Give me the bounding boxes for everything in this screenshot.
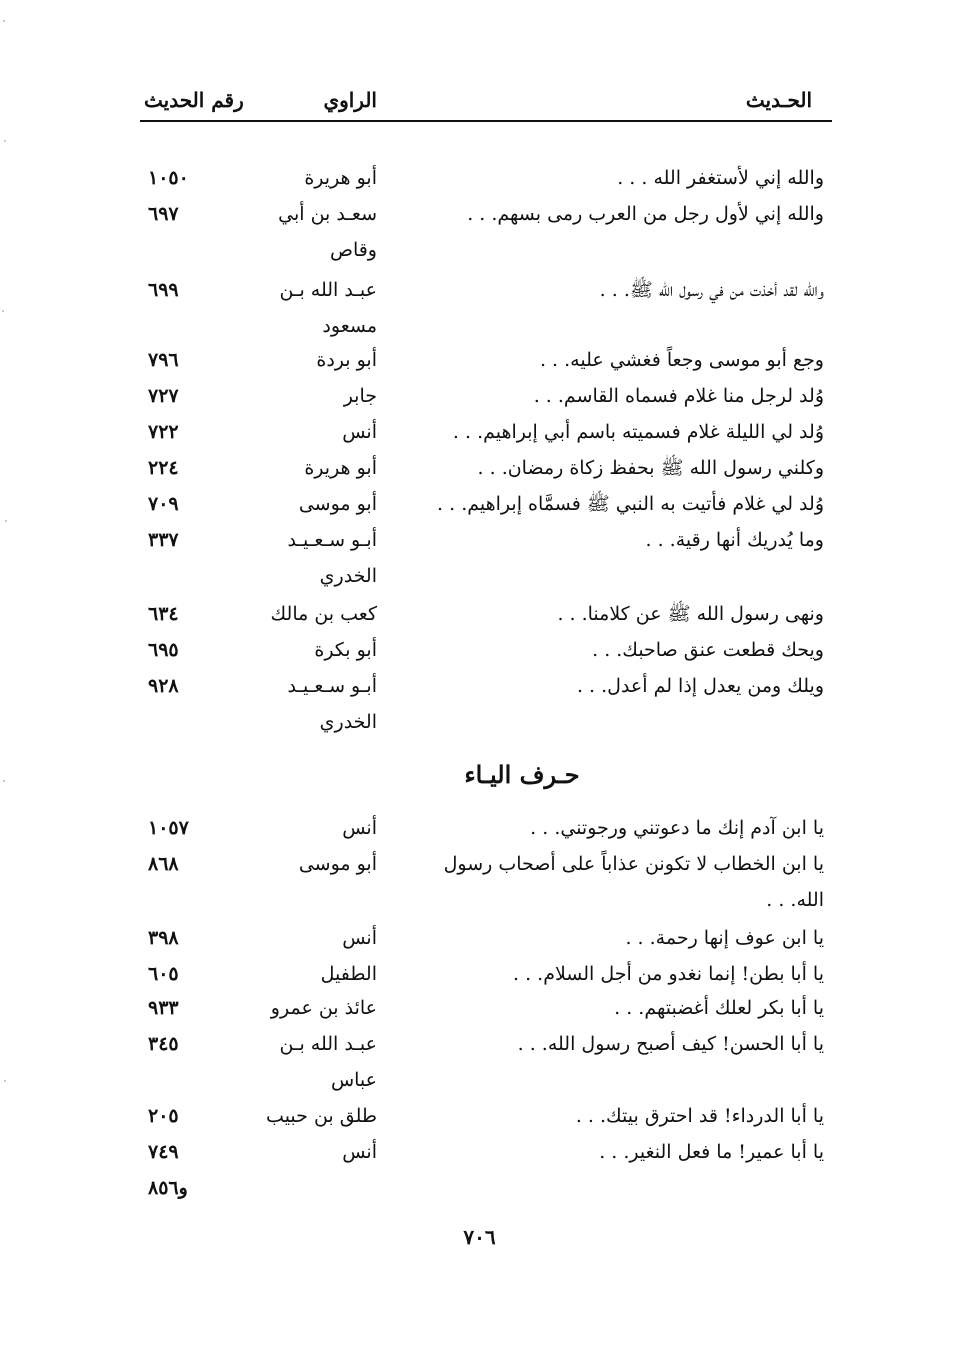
rawi-name-continued: عباس [330, 1069, 377, 1091]
hadith-text: والله لقد أخذت من في رسول الله ﷺ. . . [599, 279, 824, 301]
hadith-number-continued: و٨٥٦ [148, 1177, 188, 1199]
rawi-name: كعب بن مالك [270, 603, 377, 625]
rawi-name-continued: الخدري [319, 711, 377, 733]
scan-edge-marks [0, 0, 8, 1359]
rawi-name: أبو موسى [298, 853, 377, 875]
hadith-text: وما يُدريك أنها رقية. . . [645, 529, 824, 551]
rawi-name: عائذ بن عمرو [270, 997, 377, 1019]
hadith-text: وُلد لي غلام فأتيت به النبي ﷺ فسمَّاه إبراهيم. . . [437, 493, 824, 515]
rawi-name: أبـو سـعـيـد [287, 529, 377, 551]
rawi-name: أنس [342, 817, 377, 839]
hadith-text: ويلك ومن يعدل إذا لم أعدل. . . [576, 675, 824, 697]
page-number: ٧٠٦ [463, 1225, 496, 1249]
rawi-name: عبـد الله بـن [279, 1033, 377, 1055]
hadith-number: ٣٤٥ [148, 1033, 179, 1055]
rawi-name: أبـو سـعـيـد [287, 675, 377, 697]
hadith-number: ٢٠٥ [148, 1105, 179, 1127]
hadith-number: ٧٢٢ [148, 421, 179, 443]
hadith-number: ٣٩٨ [148, 927, 179, 949]
rawi-name: أنس [342, 1141, 377, 1163]
hadith-number: ٦٩٥ [148, 639, 179, 661]
hadith-number: ٨٦٨ [148, 853, 179, 875]
hadith-text: وكلني رسول الله ﷺ بحفظ زكاة رمضان. . . [477, 457, 824, 479]
rawi-name-continued: الخدري [319, 565, 377, 587]
hadith-text: ويحك قطعت عنق صاحبك. . . [592, 639, 824, 661]
hadith-text: يا أبا بطن! إنما نغدو من أجل السلام. . . [513, 963, 824, 985]
header-hadith: الحـديث [745, 88, 812, 112]
hadith-text: يا ابن آدم إنك ما دعوتني ورجوتني. . . [530, 817, 824, 839]
hadith-number: ٧٠٩ [148, 493, 179, 515]
hadith-text: يا أبا الدرداء! قد احترق بيتك. . . [575, 1105, 824, 1127]
hadith-text: ونهى رسول الله ﷺ عن كلامنا. . . [557, 603, 824, 625]
hadith-text: وجع أبو موسى وجعاً فغشي عليه. . . [539, 349, 824, 371]
hadith-text: والله إني لأستغفر الله . . . [617, 167, 824, 189]
hadith-number: ١٠٥٠ [148, 167, 189, 189]
rawi-name: أبو بكرة [314, 639, 377, 661]
rawi-name: أنس [342, 927, 377, 949]
hadith-text: يا أبا الحسن! كيف أصبح رسول الله. . . [517, 1033, 824, 1055]
hadith-number: ٢٢٤ [148, 457, 179, 479]
rawi-name: عبـد الله بـن [279, 279, 377, 301]
hadith-number: ٩٣٣ [148, 997, 179, 1019]
rawi-name: أبو هريرة [304, 167, 377, 189]
hadith-text: يا أبا عمير! ما فعل النغير. . . [599, 1141, 824, 1163]
header-hadith-number: رقم الحديث [144, 88, 244, 112]
header-rawi: الراوي [323, 88, 377, 112]
rawi-name-continued: مسعود [322, 315, 377, 337]
rawi-name: أنس [342, 421, 377, 443]
rawi-name: طلق بن حبيب [266, 1105, 377, 1127]
table-header [140, 86, 832, 122]
hadith-number: ٦٩٧ [148, 203, 179, 225]
hadith-text: وُلد لي الليلة غلام فسميته باسم أبي إبراهيم. . . [452, 421, 824, 443]
rawi-name: سعـد بن أبي [278, 203, 377, 225]
section-title [0, 760, 959, 789]
hadith-number: ٦٩٩ [148, 279, 179, 301]
hadith-number: ٧٤٩ [148, 1141, 179, 1163]
rawi-name: جابر [343, 385, 377, 407]
hadith-number: ٧٩٦ [148, 349, 179, 371]
hadith-text: والله إني لأول رجل من العرب رمى بسهم. . . [467, 203, 824, 225]
hadith-text: يا ابن الخطاب لا تكونن عذاباً على أصحاب رسول [443, 853, 824, 875]
rawi-name: أبو بردة [316, 349, 377, 371]
hadith-text: يا أبا بكر لعلك أغضبتهم. . . [614, 997, 824, 1019]
hadith-number: ٦٠٥ [148, 963, 179, 985]
hadith-number: ٦٣٤ [148, 603, 179, 625]
hadith-text: يا ابن عوف إنها رحمة. . . [625, 927, 824, 949]
hadith-number: ٩٢٨ [148, 675, 179, 697]
rawi-name: أبو هريرة [304, 457, 377, 479]
hadith-number: ١٠٥٧ [148, 817, 189, 839]
section-title-text: حـرف اليـاء [464, 760, 580, 789]
hadith-number: ٣٣٧ [148, 529, 179, 551]
rawi-name: أبو موسى [298, 493, 377, 515]
hadith-text: وُلد لرجل منا غلام فسماه القاسم. . . [533, 385, 824, 407]
rawi-name-continued: وقاص [329, 239, 377, 261]
hadith-number: ٧٢٧ [148, 385, 179, 407]
rawi-name: الطفيل [320, 963, 377, 985]
hadith-text-continued: الله. . . [766, 889, 824, 911]
